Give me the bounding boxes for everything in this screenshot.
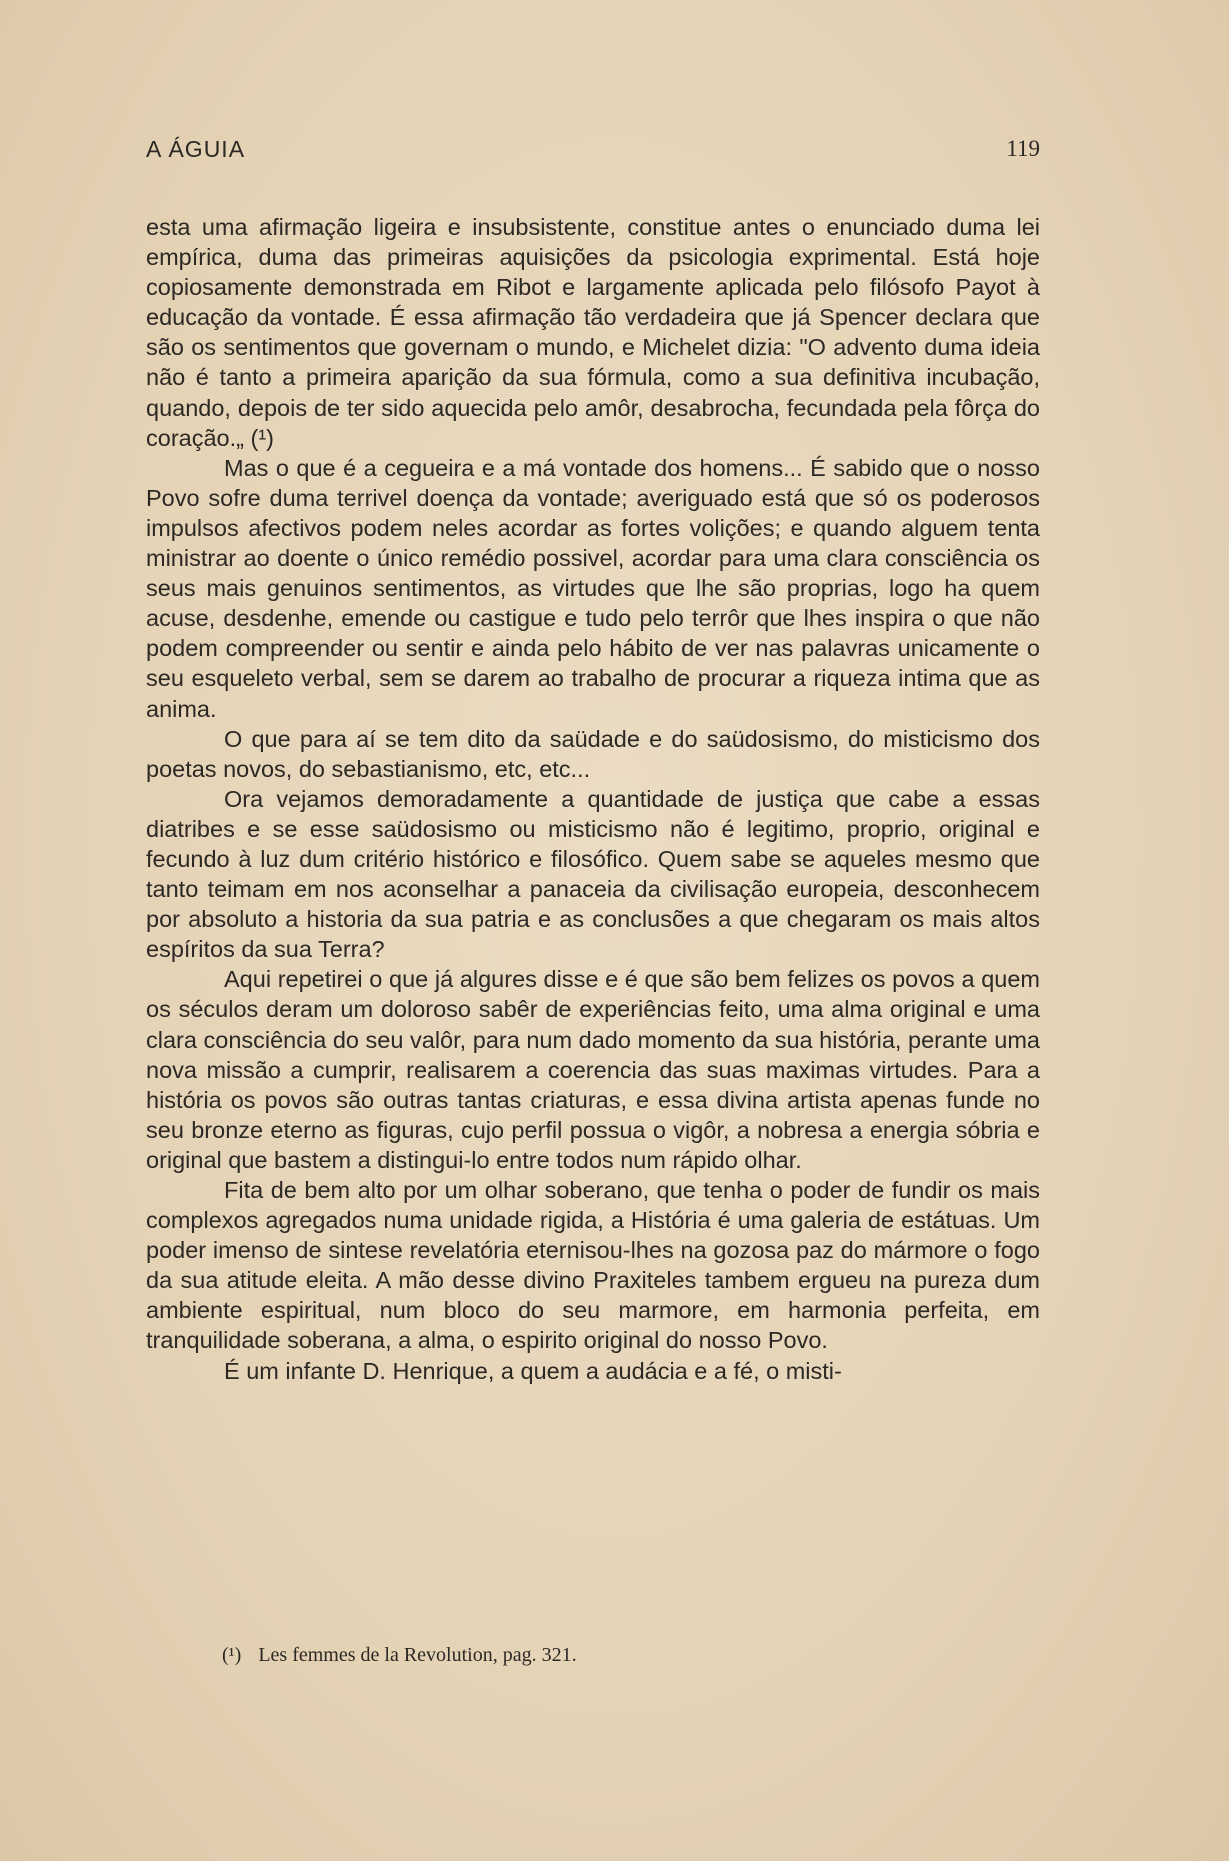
paragraph-1: esta uma afirmação ligeira e insubsistente, constitue antes o enunciado duma lei empírica, duma das primeiras aquisições da psicologia exprimental. Está hoje copiosamente demonstrada em Ribot e largamente aplicada pelo filósofo Payot à educação da vontade. É essa afirmação tão verdadeira que já Spencer declara que são os sentimentos que governam o mundo, e Michelet dizia: "O advento duma ideia não é tanto a primeira aparição da sua fórmula, como a sua definitiva incubação, quando, depois de ter sido aquecida pelo amôr, desabrocha, fecundada pela fôrça do coração.„ (¹) <box>146 214 1040 451</box>
paragraph-4: Ora vejamos demoradamente a quantidade de justiça que cabe a essas diatribes e se esse saüdosismo ou misticismo não é legitimo, proprio, original e fecundo à luz dum critério histórico e filosófico. Quem sabe se aqueles mesmo que tanto teimam em nos aconselhar a panaceia da civilisação europeia, desconhecem por absoluto a historia da sua patria e as conclusões a que chegaram os mais altos espíritos da sua Terra? <box>146 785 1040 963</box>
running-head <box>146 136 1040 166</box>
paragraph-5: Aqui repetirei o que já algures disse e é que são bem felizes os povos a quem os séculos deram um doloroso sabêr de experiências feito, uma alma original e uma clara consciência do seu valôr, para num dado momento da sua história, perante uma nova missão a cumprir, realisarem a coerencia das suas maximas virtudes. Para a história os povos são outras tantas criaturas, e essa divina artista apenas funde no seu bronze eterno as figuras, cujo perfil possua o vigôr, a nobresa a energia sóbria e original que bastem a distingui-lo entre todos num rápido olhar. <box>146 966 1040 1173</box>
footnote <box>222 1642 1022 1668</box>
paragraph-6: Fita de bem alto por um olhar soberano, que tenha o poder de fundir os mais complexos agregados numa unidade rigida, a História é uma galeria de estátuas. Um poder imenso de sintese revelatória eternisou-lhes na gozosa paz do mármore o fogo da sua atitude eleita. A mão desse divino Praxiteles tambem ergueu na pureza dum ambiente espiritual, num bloco do seu marmore, em harmonia perfeita, em tranquilidade soberana, a alma, o espirito original do nosso Povo. <box>146 1177 1040 1354</box>
footnote-mark: (¹) <box>222 1644 242 1666</box>
page-number: 119 <box>1006 136 1040 161</box>
paragraph-2: Mas o que é a cegueira e a má vontade dos homens... É sabido que o nosso Povo sofre duma terrivel doença da vontade; averiguado está que só os poderosos impulsos afectivos podem neles acordar as fortes volições; e quando alguem tenta ministrar ao doente o único remédio possivel, acordar para uma clara consciência os seus mais genuinos sentimentos, as virtudes que lhe são proprias, logo ha quem acuse, desdenhe, emende ou castigue e tudo pelo terrôr que lhes inspira o que não podem compreender ou sentir e ainda pelo hábito de ver nas palavras unicamente o seu esqueleto verbal, sem se darem ao trabalho de procurar a riqueza intima que as anima. <box>146 454 1040 722</box>
paragraph-3: O que para aí se tem dito da saüdade e do saüdosismo, do misticismo dos poetas novos, do sebastianismo, etc, etc... <box>146 725 1040 782</box>
paragraph-7: É um infante D. Henrique, a quem a audácia e a fé, o misti- <box>224 1357 842 1384</box>
journal-title: A ÁGUIA <box>146 136 246 162</box>
footnote-text: Les femmes de la Revolution, pag. 321. <box>258 1644 577 1666</box>
body-text <box>146 212 1040 1386</box>
